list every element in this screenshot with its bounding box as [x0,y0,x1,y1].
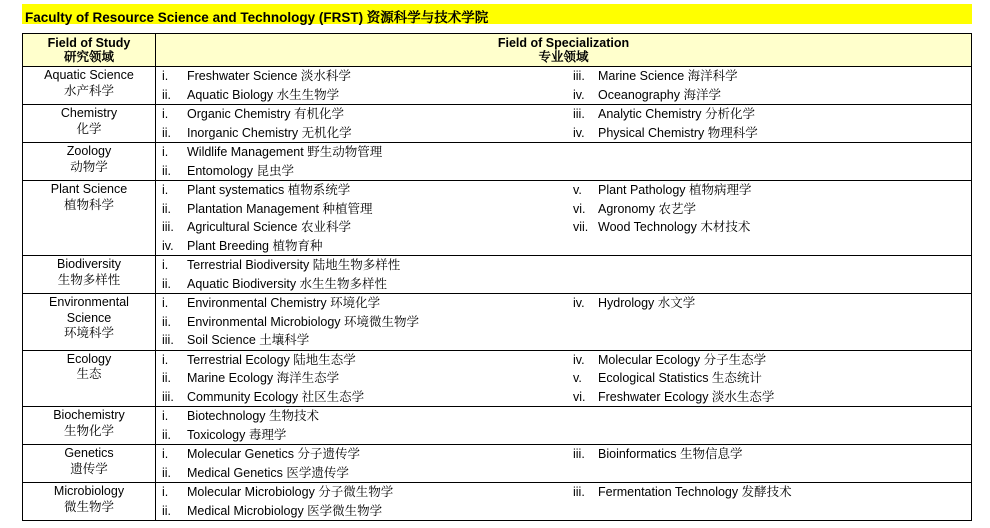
item-label: Freshwater Ecology 淡水生态学 [598,389,775,404]
item-numeral: ii. [162,125,172,140]
item-numeral: i. [162,183,169,197]
specialization-item [567,294,695,313]
field-header-en: Field of Study [47,36,131,50]
field-of-study-text: Zoology [66,144,112,158]
item-label: Terrestrial Ecology 陆地生态学 [187,352,356,367]
item-label: Medical Microbiology 医学微生物学 [187,503,383,518]
specialization-item [156,256,567,275]
specialization-cell [156,256,972,294]
field-of-study-text: Plant Science [50,182,128,196]
item-label: Entomology 昆虫学 [187,163,294,178]
item-numeral: ii. [162,87,172,102]
item-label: Fermentation Technology 发酵技术 [598,485,792,499]
item-numeral: iv. [573,352,585,367]
item-numeral: v. [573,371,582,385]
field-of-study-cell [23,483,156,521]
spec-header-en: Field of Specialization [497,36,630,50]
item-numeral: ii. [162,427,172,442]
field-of-study-text: 生物多样性 [57,272,121,287]
specialization-item [156,313,567,332]
field-of-study-cell [23,143,156,181]
item-numeral: ii. [162,503,172,518]
specialization-cell [156,407,972,445]
specialization-item [156,331,567,350]
spec-header-zh: 专业领域 [538,50,589,64]
item-label: Oceanography 海洋学 [598,87,721,102]
item-label: Molecular Microbiology 分子微生物学 [187,485,394,499]
item-label: Organic Chemistry 有机化学 [187,107,344,121]
item-numeral: i. [162,296,169,310]
field-of-study-cell [23,445,156,483]
specialization-item [567,181,752,200]
field-of-study-text: 水产科学 [63,83,114,98]
item-label: Plant Breeding 植物育种 [187,238,323,253]
item-numeral: vi. [573,389,586,404]
table-row [23,105,972,143]
specialization-item [156,200,567,219]
item-label: Bioinformatics 生物信息学 [598,447,743,461]
specialization-item [156,502,567,521]
item-numeral: iii. [162,220,174,234]
specialization-cell [156,445,972,483]
table-header-row [23,34,972,67]
specialization-column-right [567,294,695,350]
field-of-study-cell [23,105,156,143]
item-numeral: i. [162,352,169,367]
table-row [23,483,972,521]
title-bar [22,4,972,24]
specialization-column-left [156,256,567,293]
specialization-cell [156,143,972,181]
item-label: Aquatic Biology 水生生物学 [187,87,340,102]
specialization-column-left [156,67,567,104]
item-label: Environmental Chemistry 环境化学 [187,296,381,310]
specialization-column-right [567,181,752,255]
item-numeral: iv. [573,125,585,140]
item-numeral: i. [162,447,169,461]
specialization-item [156,351,567,370]
specialization-column-right [567,351,774,407]
specialization-item [567,445,742,464]
specialization-column-left [156,483,567,520]
specialization-item [156,162,567,181]
specialization-item [156,143,567,162]
item-label: Plantation Management 种植管理 [187,201,373,216]
field-of-study-text: Biodiversity [57,257,121,271]
item-numeral: iv. [573,87,585,102]
item-label: Plant Pathology 植物病理学 [598,183,752,197]
specialization-cell [156,294,972,351]
item-numeral: ii. [162,201,172,216]
specialization-item [567,105,758,124]
field-of-study-text: Ecology [66,351,112,366]
item-label: Inorganic Chemistry 无机化学 [187,125,352,140]
item-numeral: v. [573,183,582,197]
specialization-item [567,200,752,219]
table-row [23,181,972,256]
field-of-study-text: 植物科学 [63,197,114,212]
item-label: Ecological Statistics 生态统计 [598,371,762,385]
field-of-study-text: 动物学 [70,159,108,174]
specialization-item [567,67,738,86]
specialization-item [156,445,567,464]
specialization-column-right [567,445,742,482]
item-numeral: ii. [162,163,172,178]
item-numeral: i. [162,485,169,499]
specialization-item [156,218,567,237]
field-of-study-text: Aquatic Science [44,68,134,82]
item-label: Wildlife Management 野生动物管理 [187,145,383,159]
item-numeral: iii. [162,333,174,347]
table-row [23,445,972,483]
item-numeral: iii. [573,107,585,121]
item-label: Biotechnology 生物技术 [187,409,320,423]
item-label: Physical Chemistry 物理科学 [598,125,758,140]
item-label: Toxicology 毒理学 [187,427,287,442]
specialization-item [567,483,792,502]
specialization-column-left [156,407,567,444]
specialization-item [567,351,774,370]
field-of-study-cell [23,256,156,294]
specialization-item [156,237,567,256]
specialization-item [156,426,567,445]
item-numeral: ii. [162,276,172,291]
table-row [23,256,972,294]
item-label: Environmental Microbiology 环境微生物学 [187,314,420,329]
specialization-column-left [156,445,567,482]
item-label: Agronomy 农艺学 [598,201,696,216]
specialization-item [156,124,567,143]
specialization-column-right [567,67,738,104]
item-label: Analytic Chemistry 分析化学 [598,107,755,121]
specialization-item [567,369,774,388]
specialization-cell [156,181,972,256]
specialization-column-left [156,105,567,142]
item-numeral: ii. [162,371,172,385]
item-numeral: iii. [573,447,585,461]
specialization-item [156,483,567,502]
specialization-item [156,369,567,388]
item-numeral: i. [162,69,169,83]
item-label: Freshwater Science 淡水科学 [187,69,351,83]
item-numeral: i. [162,107,169,121]
specialization-cell [156,350,972,407]
specialization-item [156,388,567,407]
specialization-item [156,275,567,294]
specialization-cell [156,67,972,105]
item-numeral: ii. [162,465,172,480]
specialization-column-left [156,181,567,255]
item-numeral: iii. [573,69,585,83]
specialization-item [567,86,738,105]
specialization-table [22,33,972,521]
field-of-study-cell [23,67,156,105]
item-numeral: iv. [573,296,585,310]
field-of-study-text: Biochemistry [53,408,125,422]
item-label: Molecular Ecology 分子生态学 [598,352,767,367]
field-of-study-text: 生态 [76,367,102,381]
specialization-item [156,105,567,124]
specialization-column-left [156,351,567,407]
item-label: Terrestrial Biodiversity 陆地生物多样性 [187,258,401,272]
specialization-item [156,86,567,105]
item-numeral: iii. [162,389,174,404]
item-label: Agricultural Science 农业科学 [187,220,351,234]
item-label: Wood Technology 木材技术 [598,220,751,234]
item-numeral: ii. [162,314,172,329]
item-label: Hydrology 水文学 [598,296,696,310]
item-label: Molecular Genetics 分子遗传学 [187,447,360,461]
item-label: Medical Genetics 医学遗传学 [187,465,349,480]
field-of-specialization-header [156,34,972,67]
field-of-study-text: 微生物学 [63,499,114,514]
field-of-study-text: 化学 [76,121,102,136]
item-label: Marine Science 海洋科学 [598,69,738,83]
field-of-study-cell [23,294,156,351]
field-of-study-header [23,34,156,67]
specialization-item [567,388,774,407]
item-label: Plant systematics 植物系统学 [187,183,351,197]
item-numeral: vi. [573,201,586,216]
table-row [23,67,972,105]
item-numeral: iv. [162,238,174,253]
field-header-zh: 研究领域 [63,50,114,64]
specialization-item [156,294,567,313]
specialization-column-left [156,294,567,350]
specialization-cell [156,483,972,521]
field-of-study-text: 环境科学 [63,326,114,340]
specialization-column-right [567,105,758,142]
item-numeral: i. [162,145,169,159]
field-of-study-text: 遗传学 [70,461,108,476]
field-of-study-text: Environmental [49,295,129,309]
table-row [23,407,972,445]
specialization-item [567,218,752,237]
item-numeral: i. [162,409,169,423]
item-numeral: iii. [573,485,585,499]
item-numeral: vii. [573,220,589,234]
specialization-item [156,181,567,200]
specialization-column-left [156,143,567,180]
field-of-study-cell [23,407,156,445]
specialization-item [156,464,567,483]
field-of-study-text: Genetics [64,446,114,460]
specialization-item [156,67,567,86]
field-of-study-text: Chemistry [60,106,118,120]
item-label: Marine Ecology 海洋生态学 [187,371,340,385]
field-of-study-cell [23,181,156,256]
specialization-column-right [567,483,792,520]
specialization-item [567,124,758,143]
specialization-item [156,407,567,426]
item-label: Community Ecology 社区生态学 [187,389,365,404]
field-of-study-text: Microbiology [53,484,125,498]
item-label: Soil Science 土壤科学 [187,333,310,347]
table-row [23,350,972,407]
specialization-cell [156,105,972,143]
table-row [23,294,972,351]
item-numeral: i. [162,258,169,272]
page-title: Faculty of Resource Science and Technology (FRST) 资源科学与技术学院 [25,10,489,25]
item-label: Aquatic Biodiversity 水生生物多样性 [187,276,388,291]
field-of-study-text: 生物化学 [63,423,114,438]
field-of-study-text: Science [66,310,112,325]
field-of-study-cell [23,350,156,407]
table-row [23,143,972,181]
